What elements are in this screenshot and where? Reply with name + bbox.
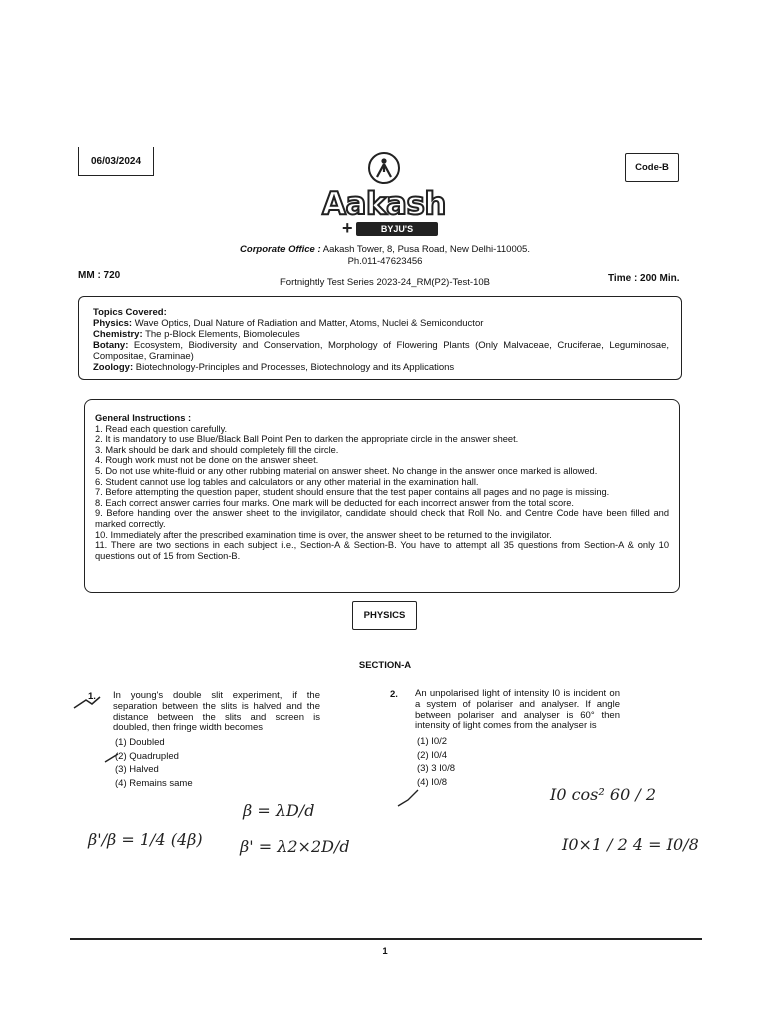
- handwritten-formula: I0 cos² 60 / 2: [550, 785, 656, 804]
- topic-subject: Physics:: [93, 318, 133, 329]
- handwritten-formula: β = λD/d: [243, 801, 315, 820]
- plus-icon: +: [342, 218, 353, 238]
- option: (1) I0/2: [417, 736, 448, 748]
- topic-subject: Zoology:: [93, 362, 134, 373]
- instruction-item: 1. Read each question carefully.: [95, 423, 228, 434]
- instructions-heading: General Instructions :: [95, 413, 192, 423]
- corp-phone: Ph.011-47623456: [347, 256, 423, 267]
- section-title: SECTION-A: [358, 660, 412, 671]
- logo-text: Aakash: [322, 186, 446, 222]
- handwritten-formula: β'/β = 1/4 (4β): [88, 830, 203, 849]
- time-allowed: Time : 200 Min.: [608, 273, 680, 284]
- instruction-item: 2. It is mandatory to use Blue/Black Ball Point Pen to darken the appropriate circle in the answer sheet.: [95, 434, 519, 445]
- tick-mark: [74, 697, 100, 708]
- option: (3) 3 I0/8: [417, 763, 456, 775]
- subject-title: PHYSICS: [363, 610, 406, 621]
- topic-text: Wave Optics, Dual Nature of Radiation and Matter, Atoms, Nuclei & Semiconductor: [134, 318, 484, 329]
- option: (4) Remains same: [115, 777, 193, 789]
- topic-text: Ecosystem, Biodiversity and Conservation, Morphology of Flowering Plants (Only Malvaceae, Cruciferae, Leguminosae, Compositae, Graminae): [93, 340, 670, 362]
- instruction-item: 10. Immediately after the prescribed examination time is over, the answer sheet to be returned to the invigilator.: [95, 529, 552, 540]
- exam-date: 06/03/2024: [90, 155, 142, 167]
- question-number: 1.: [88, 691, 96, 702]
- paper-code: Code-B: [635, 162, 669, 173]
- topics-heading: Topics Covered:: [93, 307, 167, 318]
- answer-mark: [398, 790, 418, 806]
- page-number: 1: [382, 946, 388, 957]
- question-number: 2.: [390, 689, 398, 700]
- handwritten-formula: I0×1 / 2 4 = I0/8: [562, 835, 699, 854]
- corp-address: Aakash Tower, 8, Pusa Road, New Delhi-110005.: [322, 244, 530, 255]
- option: (1) Doubled: [115, 737, 165, 749]
- test-series: Fortnightly Test Series 2023-24_RM(P2)-Test-10B: [280, 277, 490, 288]
- option: (2) Quadrupled: [115, 750, 179, 762]
- instruction-item: 6. Student cannot use log tables and calculators or any other material in the examination hall.: [95, 476, 479, 487]
- instruction-item: 5. Do not use white-fluid or any other rubbing material on answer sheet. No change in the answer once marked is allowed.: [95, 465, 598, 476]
- question-text: In young's double slit experiment, if the separation between the slits is halved and the distance between the slits and screen is doubled, then fringe width becomes: [113, 690, 320, 734]
- handwritten-formula: β' = λ2×2D/d: [240, 837, 350, 856]
- topic-subject: Chemistry:: [93, 329, 143, 340]
- topic-subject: Botany:: [93, 340, 129, 351]
- answer-mark: [105, 754, 118, 762]
- corp-label: Corporate Office :: [240, 244, 321, 255]
- instruction-item: 11. There are two sections in each subject i.e., Section-A & Section-B. You have to attempt all 35 questions from Section-A & only 10 questions out of 15 from Section-B.: [95, 540, 669, 561]
- option: (3) Halved: [115, 764, 159, 776]
- footer-divider: [70, 938, 702, 940]
- instruction-item: 7. Before attempting the question paper, student should ensure that the test paper contains all pages and no page is missing.: [95, 487, 610, 498]
- instruction-item: 3. Mark should be dark and should completely fill the circle.: [95, 444, 339, 455]
- topic-text: Biotechnology-Principles and Processes, Biotechnology and its Applications: [135, 362, 455, 373]
- option: (2) I0/4: [417, 749, 448, 761]
- instruction-item: 4. Rough work must not be done on the answer sheet.: [95, 455, 319, 466]
- option: (4) I0/8: [417, 776, 448, 788]
- instruction-item: 8. Each correct answer carries four marks. One mark will be deducted for each incorrect answer from the total score.: [95, 497, 574, 508]
- logo-byjus: BYJU'S: [356, 222, 438, 236]
- max-marks: MM : 720: [78, 270, 121, 281]
- topic-text: The p-Block Elements, Biomolecules: [145, 329, 300, 340]
- instruction-item: 9. Before handing over the answer sheet to the invigilator, candidate should check that Roll No. and Centre Code have been filled and marked correctly.: [95, 508, 669, 529]
- question-text: An unpolarised light of intensity I0 is incident on a system of polariser and analyser. If angle between polariser and analyser is 60° then intensity of light comes from the analyser is: [415, 688, 620, 732]
